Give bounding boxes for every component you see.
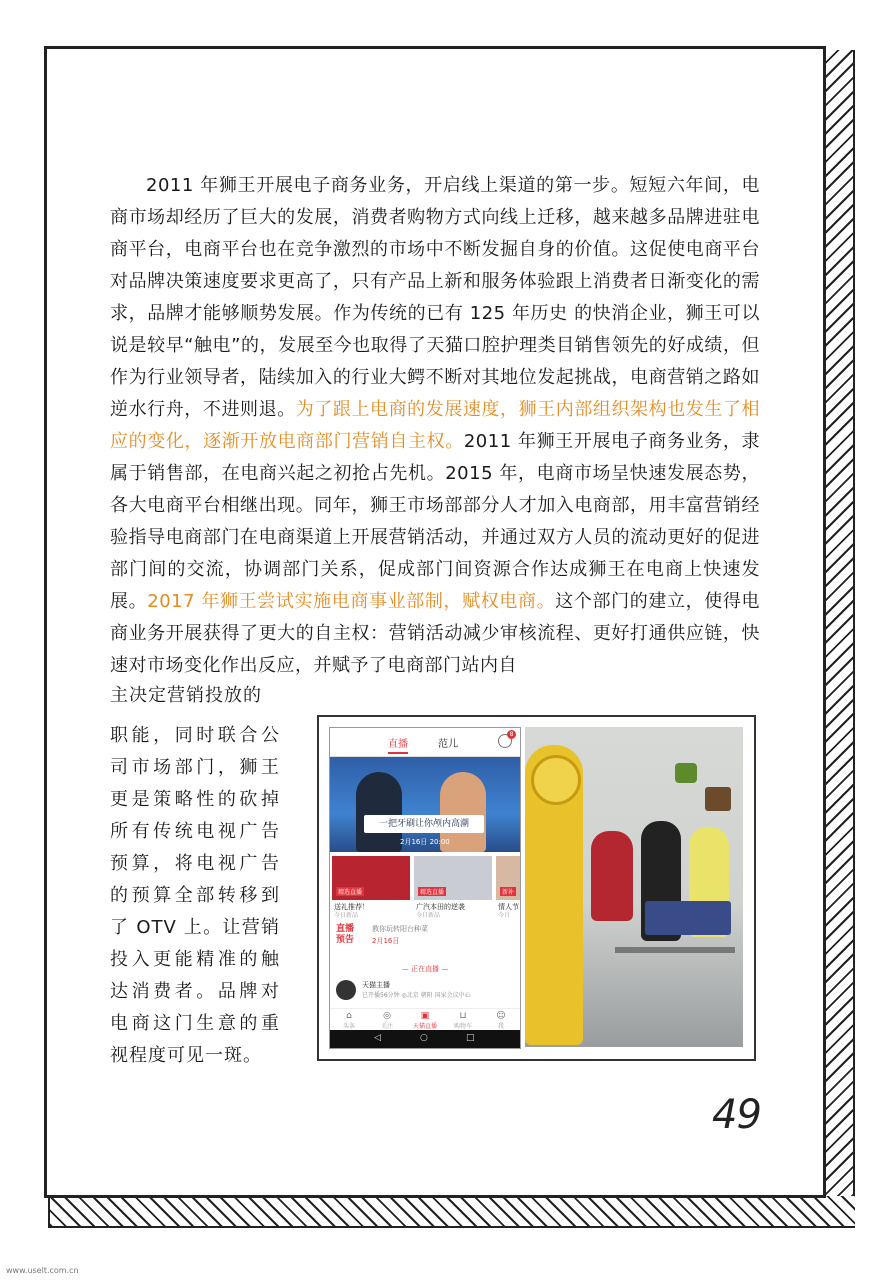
mascot-head bbox=[531, 755, 581, 805]
live-banner[interactable] bbox=[330, 757, 520, 852]
preview-date: 2月16日 bbox=[372, 937, 400, 945]
home-nav-icon[interactable]: ○ bbox=[420, 1033, 428, 1043]
system-nav-bar bbox=[330, 1030, 520, 1048]
user-icon: ☺ bbox=[496, 1011, 506, 1021]
thumbnail-row bbox=[330, 856, 520, 919]
home-icon: ⌂ bbox=[346, 1011, 352, 1021]
side-column-text bbox=[110, 680, 280, 1072]
thumbnail-2[interactable]: 精选直播 bbox=[414, 856, 492, 900]
preview-notice[interactable] bbox=[336, 924, 516, 956]
text-segment-2: 2011 年狮王开展电子商务业务，隶属于销售部，在电商兴起之初抢占先机。2015 年，电商市场呈快速发展态势，各大电商平台相继出现。同年，狮王市场部部分人才加入电商部，用丰富营销经验指导电商部门在电商渠道上开展营销活动，并通过双方人员的流动更好的促进部门间的交流，协调部门关系，促成部门间资源合作达成狮王在电商上快速发展。 bbox=[110, 431, 761, 612]
recents-icon[interactable]: □ bbox=[466, 1033, 475, 1043]
bottom-tab-me[interactable]: ☺ 我 bbox=[482, 1011, 520, 1030]
live-now-separator: — 正在直播 — bbox=[401, 965, 449, 973]
highlight-segment-2: 2017 年狮王尝试实施电商事业部制，赋权电商。 bbox=[147, 591, 556, 612]
thumbnail-1[interactable]: 精选直播 bbox=[332, 856, 410, 900]
livestream-studio-photo bbox=[525, 727, 743, 1047]
page-edge-bottom bbox=[48, 1196, 855, 1228]
text-segment-4: 主决定营销投放的 bbox=[110, 685, 262, 706]
back-icon[interactable]: ◁ bbox=[374, 1033, 381, 1043]
cart-icon: ⊔ bbox=[459, 1011, 467, 1021]
person-figure-1 bbox=[356, 772, 402, 852]
product-display bbox=[645, 901, 731, 935]
live-icon: ▣ bbox=[420, 1011, 430, 1021]
bottom-tab-cart[interactable]: ⊔ 购物车 bbox=[444, 1011, 482, 1030]
highlight-segment-1: 为了跟上电商的发展速度，狮王内部组织架构也发生了相应的变化，逐渐开放电商部门营销自主权。 bbox=[110, 399, 760, 452]
anchor-meta: 已开播56分钟 ◎北京 朝阳 国家会议中心 bbox=[362, 992, 471, 999]
page-edge-right bbox=[823, 50, 855, 1226]
banner-date: 2月16日 20:00 bbox=[400, 838, 450, 846]
thumbnail-3[interactable]: 新补 bbox=[496, 856, 520, 900]
avatar bbox=[336, 980, 356, 1000]
body-paragraph bbox=[110, 170, 760, 682]
bottom-tab-follow[interactable]: ◎ 关注 bbox=[368, 1011, 406, 1030]
banner-caption: 一把牙刷让你颅内高潮 bbox=[364, 815, 484, 833]
text-segment-5: 职能，同时联合公司市场部门，狮王更是策略性的砍掉所有传统电视广告预算，将电视广告的预算全部转移到了 OTV 上。让营销投入更能精准的触达消费者。品牌对电商这门生意的重视程度可见一斑。 bbox=[110, 725, 280, 1066]
wall-frame bbox=[705, 787, 731, 811]
text-segment-1: 2011 年狮王开展电子商务业务，开启线上渠道的第一步。短短六年间，电商市场却经历了巨大的发展，消费者购物方式向线上迁移，越来越多品牌进驻电商平台，电商平台也在竞争激烈的市场中不断发掘自身的价值。这促使电商平台对品牌决策速度要求更高了，只有产品上新和服务体验跟上消费者日渐变化的需求，品牌才能够顺势发展。作为传统的已有 125 年历史 的快消企业，狮王可以说是较早“触电”的，发展至今也取得了天猫口腔护理类目销售领先的好成绩，但作为行业领导者，陆续加入的行业大鳄不断对其地位发起挑战，电商营销之路如逆水行舟，不进则退。 bbox=[110, 175, 760, 420]
anchor-row[interactable] bbox=[336, 980, 516, 1002]
preview-title: 教你玩转阳台种菜 bbox=[372, 925, 428, 933]
target-icon: ◎ bbox=[383, 1011, 391, 1021]
phone-screenshot bbox=[329, 727, 521, 1049]
thumbnail-sub-2: 今日新品 bbox=[416, 912, 441, 919]
tab-style[interactable]: 范儿 bbox=[438, 739, 458, 750]
thumbnail-sub-1: 今日新品 bbox=[334, 912, 359, 919]
preview-badge: 直播 预告 bbox=[336, 924, 355, 945]
message-badge: 8 bbox=[507, 730, 516, 739]
phone-tab-bar bbox=[330, 728, 520, 757]
thumbnail-label-1: 送礼推荐！ bbox=[334, 903, 369, 911]
wall-plant bbox=[675, 763, 697, 783]
page-number: 49 bbox=[712, 1092, 761, 1138]
thumbnail-label-2: 广汽本田的逆袭 bbox=[416, 903, 465, 911]
text-segment-3: 这个部门的建立，使得电商业务开展获得了更大的自主权：营销活动减少审核流程、更好打通供应链，快速对市场变化作出反应，并赋予了电商部门站内自 bbox=[110, 591, 761, 676]
bottom-tab-home[interactable]: ⌂ 头条 bbox=[330, 1011, 368, 1030]
watermark: www.uselt.com.cn bbox=[6, 1266, 79, 1275]
illustration-photo bbox=[317, 715, 756, 1061]
bottom-tab-live[interactable]: ▣ 天猫直播 bbox=[406, 1011, 444, 1030]
thumbnail-sub-3: 今日 bbox=[498, 912, 511, 919]
anchor-name: 天猫主播 bbox=[362, 981, 390, 989]
tab-live[interactable]: 直播 bbox=[388, 735, 408, 754]
thumbnail-label-3: 情人节 bbox=[498, 903, 519, 911]
host-1 bbox=[591, 831, 633, 921]
bottom-tab-bar bbox=[330, 1008, 520, 1029]
table bbox=[615, 947, 735, 953]
